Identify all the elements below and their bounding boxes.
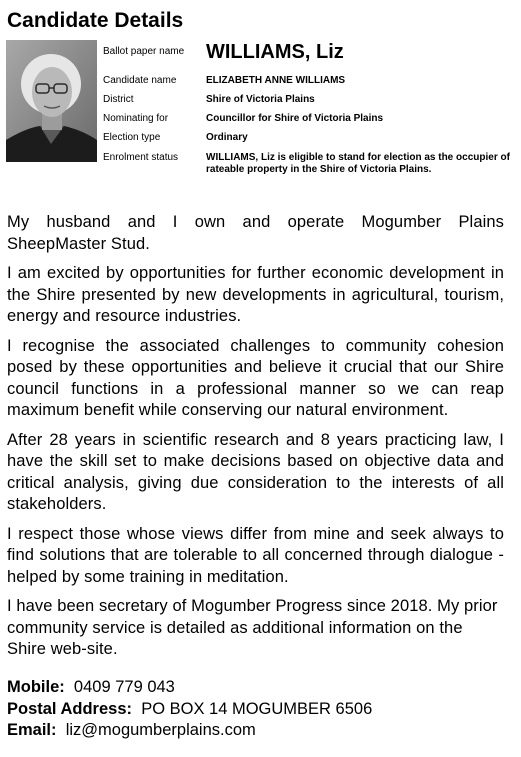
enrolment-status-label: Enrolment status xyxy=(103,152,179,163)
nominating-label: Nominating for xyxy=(103,113,169,124)
election-type-value: Ordinary xyxy=(206,132,248,143)
contact-details xyxy=(7,677,507,742)
candidate-statement xyxy=(7,212,504,669)
email-value: liz@mogumberplains.com xyxy=(65,721,256,739)
statement-paragraph: I recognise the associated challenges to community cohesion posed by these opportunities and believe it crucial that our Shire council functions in a professional manner so we can reap maximum benefit while conserving our natural environment. xyxy=(7,336,504,419)
candidate-photo xyxy=(6,40,97,162)
postal-address-label: Postal Address: xyxy=(7,699,133,718)
email-row xyxy=(7,720,507,742)
statement-paragraph: After 28 years in scientific research and 8 years practicing law, I have the skill set to make decisions based on objective data and critical analysis, giving due consideration to the interests of all stakeholders. xyxy=(7,430,504,513)
enrolment-status-value: WILLIAMS, Liz is eligible to stand for election as the occupier of rateable property in the Shire of Victoria Plains. xyxy=(206,152,510,175)
election-type-label: Election type xyxy=(103,132,161,143)
postal-address-value: PO BOX 14 MOGUMBER 6506 xyxy=(141,699,373,718)
statement-paragraph: I respect those whose views differ from mine and seek always to find solutions that are tolerable to all concerned through dialogue - helped by some training in meditation. xyxy=(7,524,504,586)
statement-paragraph: I have been secretary of Mogumber Progress since 2018. My prior community service is detailed as additional information on the Shire web-site. xyxy=(7,597,498,658)
statement-paragraph: I am excited by opportunities for further economic development in the Shire presented by new developments in agricultural, tourism, energy and resource industries. xyxy=(7,264,504,325)
statement-paragraph: My husband and I own and operate Mogumber Plains SheepMaster Stud. xyxy=(7,213,504,253)
candidate-name-value: ELIZABETH ANNE WILLIAMS xyxy=(206,75,346,86)
district-value: Shire of Victoria Plains xyxy=(206,94,315,105)
nominating-value: Councillor for Shire of Victoria Plains xyxy=(206,113,384,124)
mobile-row xyxy=(7,677,507,699)
mobile-label: Mobile: xyxy=(7,678,65,696)
district-label: District xyxy=(103,94,134,105)
candidate-name-label: Candidate name xyxy=(103,75,177,86)
page-title: Candidate Details xyxy=(7,9,184,32)
mobile-value: 0409 779 043 xyxy=(73,678,175,696)
ballot-name-label: Ballot paper name xyxy=(103,46,185,57)
email-label: Email: xyxy=(7,721,57,739)
postal-row xyxy=(7,699,507,721)
ballot-name-value: WILLIAMS, Liz xyxy=(206,41,344,63)
